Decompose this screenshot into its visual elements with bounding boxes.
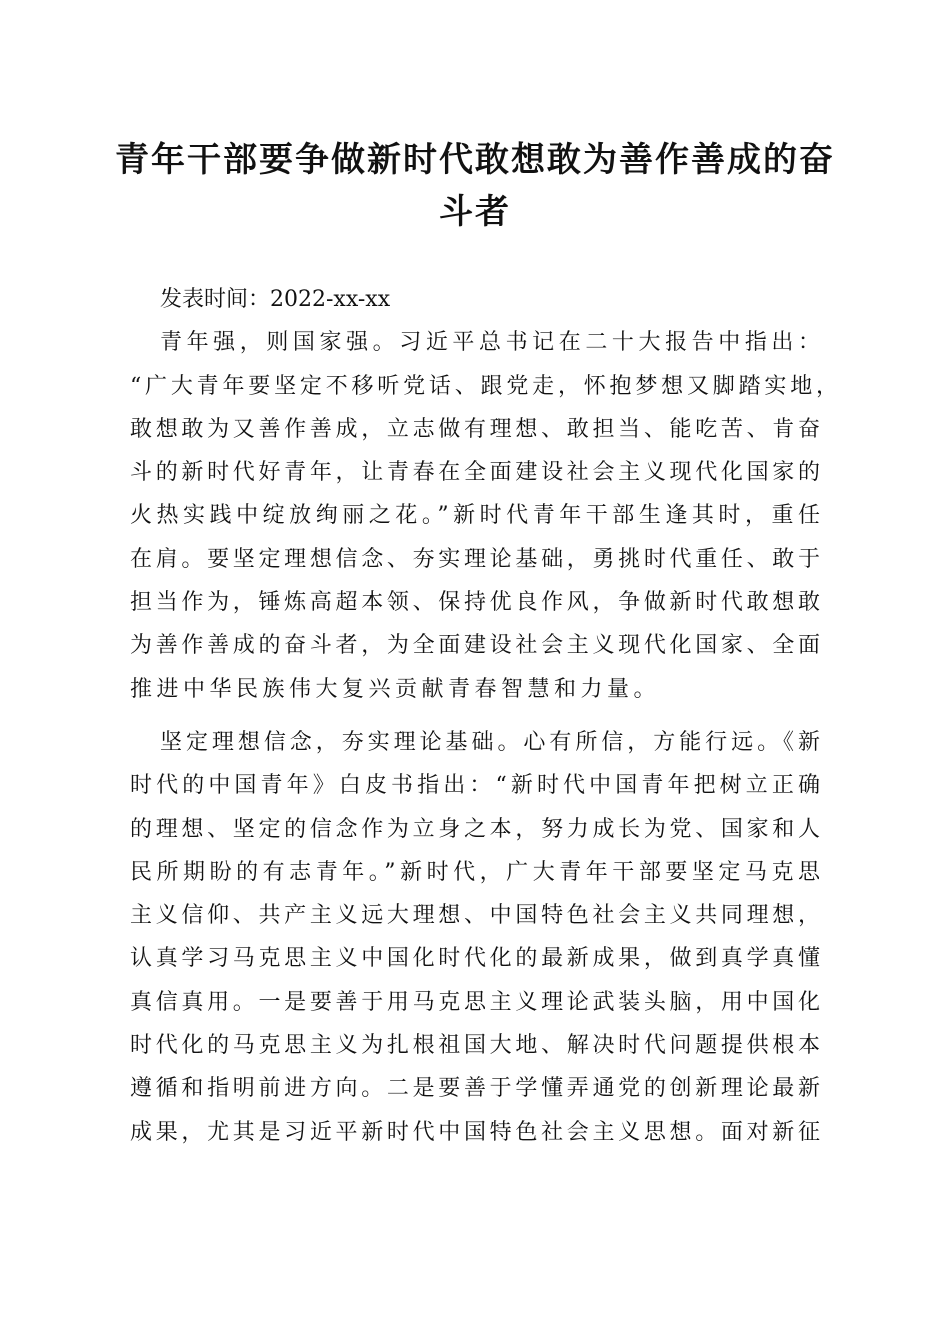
text-line: 在肩。要坚定理想信念、夯实理论基础，勇挑时代重任、敢于 [130, 546, 820, 572]
title-line-1: 青年干部要争做新时代敢想敢为善作善成的奋 [115, 140, 835, 180]
document-title [100, 134, 850, 238]
text-line: 为善作善成的奋斗者，为全面建设社会主义现代化国家、全面 [130, 633, 820, 659]
text-line: 斗的新时代好青年，让青春在全面建设社会主义现代化国家的 [130, 460, 820, 486]
text-line: “广大青年要坚定不移听党话、跟党走，怀抱梦想又脚踏实地， [130, 373, 838, 399]
text-line: 民所期盼的有志青年。”新时代，广大青年干部要坚定马克思 [130, 859, 820, 885]
text-line: 坚定理想信念，夯实理论基础。心有所信，方能行远。《新 [160, 729, 820, 755]
document-body [130, 280, 838, 1156]
text-line: 真信真用。一是要善于用马克思主义理论武装头脑，用中国化 [130, 989, 820, 1015]
text-line: 认真学习马克思主义中国化时代化的最新成果，做到真学真懂 [130, 946, 820, 972]
paragraph-2 [130, 723, 820, 1156]
text-line: 的理想、坚定的信念作为立身之本，努力成长为党、国家和人 [130, 816, 820, 842]
text-line: 时代化的马克思主义为扎根祖国大地、解决时代问题提供根本 [130, 1033, 820, 1059]
publish-date: 发表时间：2022-xx-xx [160, 287, 391, 312]
text-line: 担当作为，锤炼高超本领、保持优良作风，争做新时代敢想敢 [130, 590, 820, 616]
paragraph-1 [130, 323, 838, 713]
title-line-2: 斗者 [439, 192, 511, 232]
text-line: 推进中华民族伟大复兴贡献青春智慧和力量。 [130, 676, 661, 702]
text-line: 成果，尤其是习近平新时代中国特色社会主义思想。面对新征 [130, 1119, 820, 1145]
text-line: 敢想敢为又善作善成，立志做有理想、敢担当、能吃苦、肯奋 [130, 416, 820, 442]
text-line: 主义信仰、共产主义远大理想、中国特色社会主义共同理想， [130, 903, 820, 929]
text-line: 火热实践中绽放绚丽之花。”新时代青年干部生逢其时，重任 [130, 503, 820, 529]
text-line: 青年强，则国家强。习近平总书记在二十大报告中指出： [160, 330, 820, 356]
text-line: 时代的中国青年》白皮书指出：“新时代中国青年把树立正确 [130, 773, 820, 799]
text-line: 遵循和指明前进方向。二是要善于学懂弄通党的创新理论最新 [130, 1076, 820, 1102]
